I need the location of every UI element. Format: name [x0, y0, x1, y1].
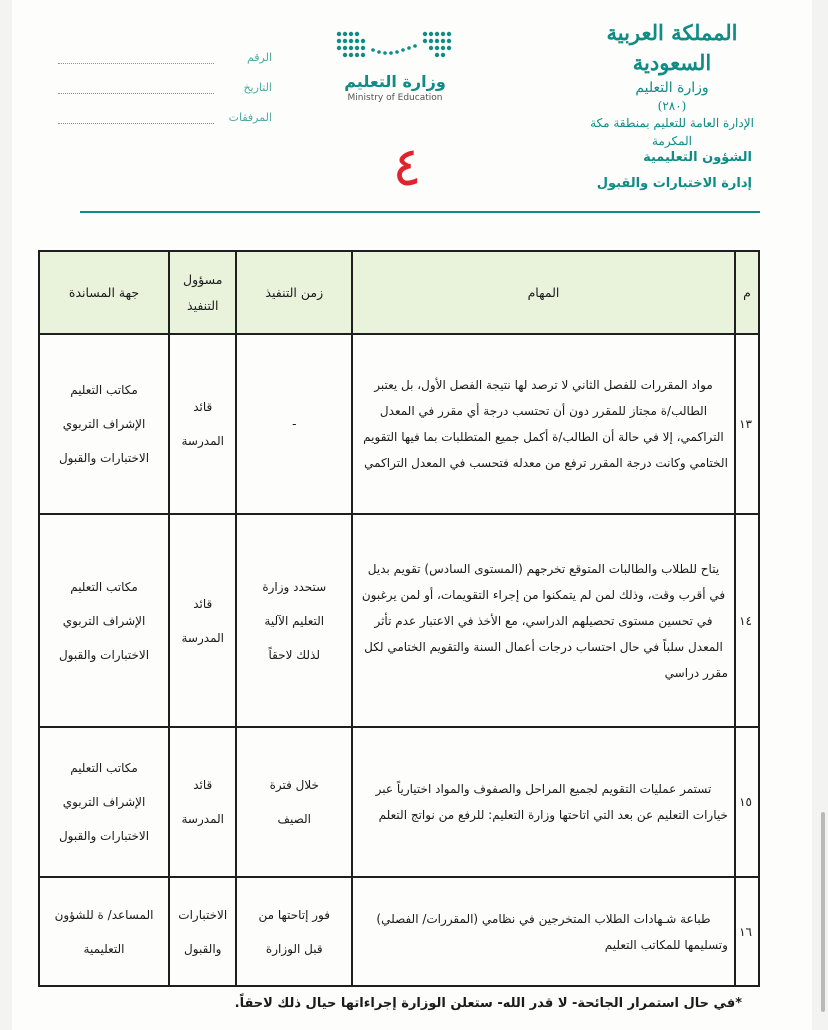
header-divider: [80, 211, 760, 213]
support-line: الاختبارات والقبول: [58, 451, 150, 465]
execution-time-line: ستحدد وزارة: [262, 579, 327, 594]
responsible-line: قائد: [193, 778, 213, 792]
header-responsible: مسؤول التنفيذ: [169, 251, 236, 334]
support-cell: [39, 514, 169, 727]
table-row: [39, 727, 759, 877]
ministry-logo: [320, 28, 470, 103]
kingdom-line: المملكة العربية السعودية: [606, 20, 738, 75]
code-line: (٢٨٠): [657, 99, 687, 113]
scrollbar[interactable]: [821, 812, 825, 1012]
execution-time-line: لذلك لاحقاً: [268, 647, 321, 662]
execution-time-line: خلال فترة: [269, 778, 319, 792]
table-row: [39, 514, 759, 727]
support-line: المساعد/ ة للشؤون: [54, 907, 154, 922]
row-number: ١٦: [735, 877, 759, 986]
task-text: مواد المقررات للفصل الثاني لا ترصد لها نتيجة الفصل الأول، بل يعتبر الطالب/ة مجتاز للمقرر دون أن تحتسب درجة أي مقرر في المعدل التراكمي، إلا في حالة أن الطالب/ة أكمل جميع المتطلبات بما فيها التقويم الختامي وكانت درجة المقرر ترفع من معدله فتحسب في المعدل التراكمي: [352, 334, 735, 514]
responsible-cell: [169, 727, 236, 877]
support-line: الإشراف التربوي: [62, 417, 146, 431]
ref-date-label: التاريخ: [243, 81, 272, 94]
task-text: طباعة شـهادات الطلاب المتخرجين في نظامي (المقررات/ الفصلي) وتسليمها للمكاتب التعليم: [352, 877, 735, 986]
ref-attachments-line: [58, 109, 214, 124]
row-number: ١٤: [735, 514, 759, 727]
execution-time-cell: [236, 877, 352, 986]
support-cell: [39, 727, 169, 877]
support-line: الإشراف التربوي: [62, 613, 146, 628]
responsible-line: قائد: [193, 400, 213, 414]
execution-time-line: فور إتاحتها من: [258, 907, 330, 922]
support-cell: [39, 877, 169, 986]
support-line: الاختبارات والقبول: [58, 829, 150, 843]
responsible-line: الاختبارات: [178, 907, 228, 922]
execution-time-cell: [236, 727, 352, 877]
ref-date-line: [58, 79, 214, 94]
directorate-line: الإدارة العامة للتعليم بمنطقة مكة المكرمة: [590, 116, 754, 148]
support-line: الاختبارات والقبول: [58, 647, 150, 662]
document-page: [12, 0, 812, 1030]
department-block: [597, 145, 752, 197]
responsible-cell: [169, 514, 236, 727]
support-cell: [39, 334, 169, 514]
ministry-logo-dots-icon: [333, 28, 457, 66]
support-line: التعليمية: [83, 941, 125, 956]
ministry-line: وزارة التعليم: [635, 80, 709, 96]
table-row: [39, 877, 759, 986]
footnote: *في حال استمرار الجائحة- لا قدر الله- ستعلن الوزارة إجراءاتها حيال ذلك لاحقاً.: [234, 996, 742, 1011]
ref-number-row: [54, 34, 272, 64]
tasks-table: [38, 250, 760, 987]
responsible-line: المدرسة: [181, 812, 225, 826]
reference-fields: [54, 34, 272, 124]
kingdom-emblem-text: [572, 18, 772, 150]
handwritten-page-number: ٤: [392, 135, 422, 198]
table-header-row: [39, 251, 759, 334]
responsible-cell: [169, 877, 236, 986]
responsible-line: المدرسة: [181, 434, 225, 448]
row-number: ١٣: [735, 334, 759, 514]
support-line: مكاتب التعليم: [70, 761, 138, 775]
ref-attachments-row: [54, 94, 272, 124]
responsible-cell: [169, 334, 236, 514]
ref-number-label: الرقم: [246, 51, 272, 64]
department-line: إدارة الاختبارات والقبول: [596, 176, 752, 191]
execution-time-cell: [236, 514, 352, 727]
task-text: يتاح للطلاب والطالبات المتوقع تخرجهم (المستوى السادس) تقويم بديل في أقرب وقت، وذلك لمن لم يتمكنوا من إجراء التقويمات، أو لمن يرغبون في تحسين مستوى تحصيلهم الدراسي، مع الأخذ في الاعتبار عدم تأثر المعدل سلباً في حال احتساب درجات أعمال السنة والتقويم الختامي لكل مقرر دراسي: [352, 514, 735, 727]
header-task: المهام: [352, 251, 735, 334]
responsible-line: والقبول: [184, 941, 222, 956]
header-num: م: [735, 251, 759, 334]
support-line: الإشراف التربوي: [62, 795, 146, 809]
responsible-line: قائد: [193, 596, 213, 611]
execution-time-line: التعليم الآلية: [264, 613, 325, 628]
header-time: زمن التنفيذ: [236, 251, 352, 334]
support-line: مكاتب التعليم: [70, 383, 138, 397]
support-line: مكاتب التعليم: [70, 579, 138, 594]
department-line: الشؤون التعليمية: [643, 150, 752, 165]
ref-attachments-label: المرفقات: [228, 111, 272, 124]
ministry-name-ar: وزارة التعليم: [344, 72, 446, 91]
execution-time-line: قبل الوزارة: [265, 941, 323, 956]
execution-time: -: [236, 334, 352, 514]
header-support: جهة المساندة: [39, 251, 169, 334]
row-number: ١٥: [735, 727, 759, 877]
execution-time-line: الصيف: [277, 812, 311, 826]
ref-number-line: [58, 49, 214, 64]
task-text: تستمر عمليات التقويم لجميع المراحل والصفوف والمواد اختيارياً عبر خيارات التعليم عن بعد التي اتاحتها وزارة التعليم: للرفع من نواتج التعلم: [352, 727, 735, 877]
ministry-name-en: Ministry of Education: [347, 93, 443, 103]
responsible-line: المدرسة: [181, 630, 225, 645]
ref-date-row: [54, 64, 272, 94]
table-row: [39, 334, 759, 514]
